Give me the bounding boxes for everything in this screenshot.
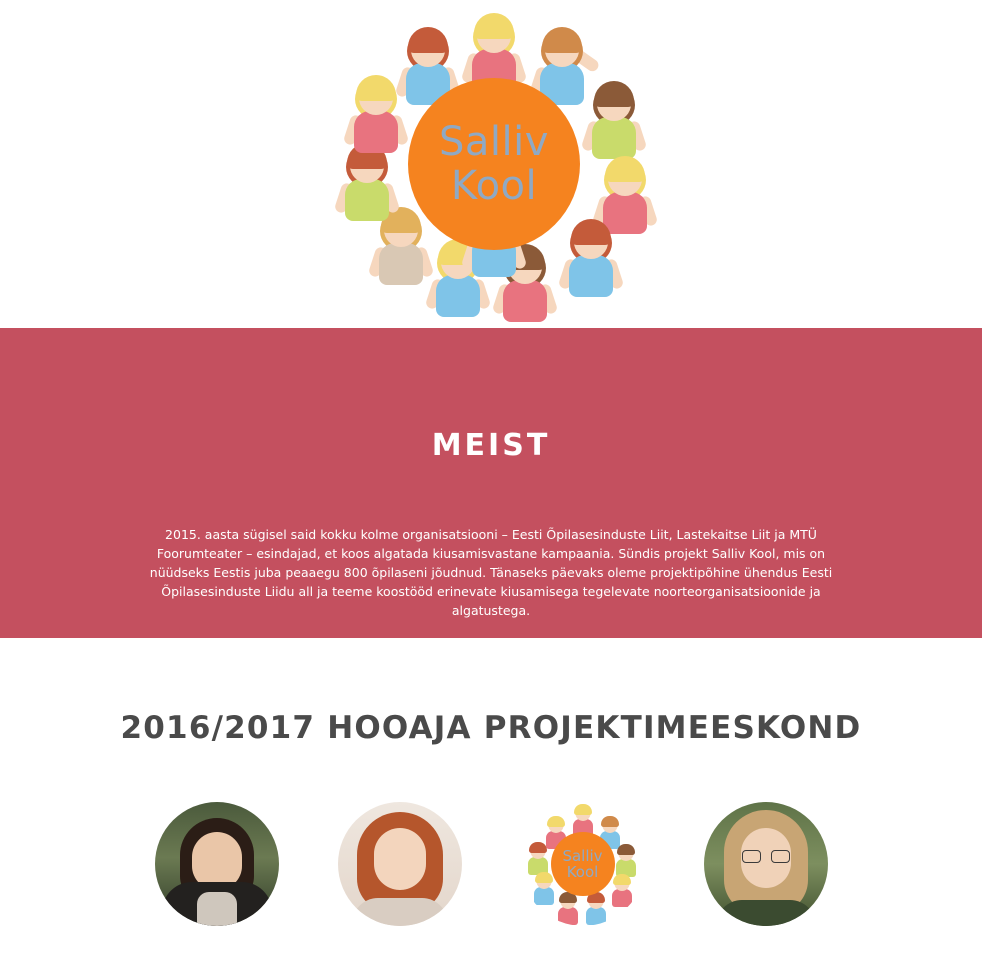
glasses-icon <box>742 850 790 863</box>
avatar <box>338 802 462 926</box>
team-member <box>155 802 279 926</box>
logo-text-line-2: Kool <box>450 163 538 209</box>
team-member <box>338 802 462 926</box>
team-section <box>0 638 982 926</box>
kid-figure-icon <box>560 215 622 301</box>
logo-orange-circle <box>408 78 580 250</box>
about-heading: MEIST <box>431 428 551 463</box>
team-member <box>521 802 645 926</box>
logo-orange-circle <box>551 832 615 896</box>
logo-text-line-2: Kool <box>566 863 599 881</box>
team-members-row <box>0 802 982 926</box>
avatar <box>155 802 279 926</box>
hero-section <box>0 0 982 328</box>
logo-text-line-1: Salliv <box>562 847 603 865</box>
about-paragraph: 2015. aasta sügisel said kokku kolme organisatsiooni – Eesti Õpilasesinduste Liit, Lastekaitse Liit ja MTÜ Foorumteater – esindajad, et koos algatada kiusamisvastane kampaania. Sündis projekt Salliv Kool, mis on nüüdseks Eestis juba peaaegu 800 õpilaseni jõudnud. Tänaseks päevaks oleme projektipõhine ühendus Eesti Õpilasesinduste Liidu all ja teeme koostööd erinevate kiusamisega tegelevate noorteorganisatsioonide ja algatustega. <box>149 527 833 618</box>
avatar <box>704 802 828 926</box>
team-heading: 2016/2017 HOOAJA PROJEKTIMEESKOND <box>120 710 862 746</box>
kid-figure-icon <box>583 77 645 163</box>
about-section <box>0 328 982 638</box>
team-member <box>704 802 828 926</box>
logo-text-line-1: Salliv <box>439 119 549 165</box>
salliv-kool-logo <box>324 9 664 319</box>
avatar <box>521 802 645 926</box>
